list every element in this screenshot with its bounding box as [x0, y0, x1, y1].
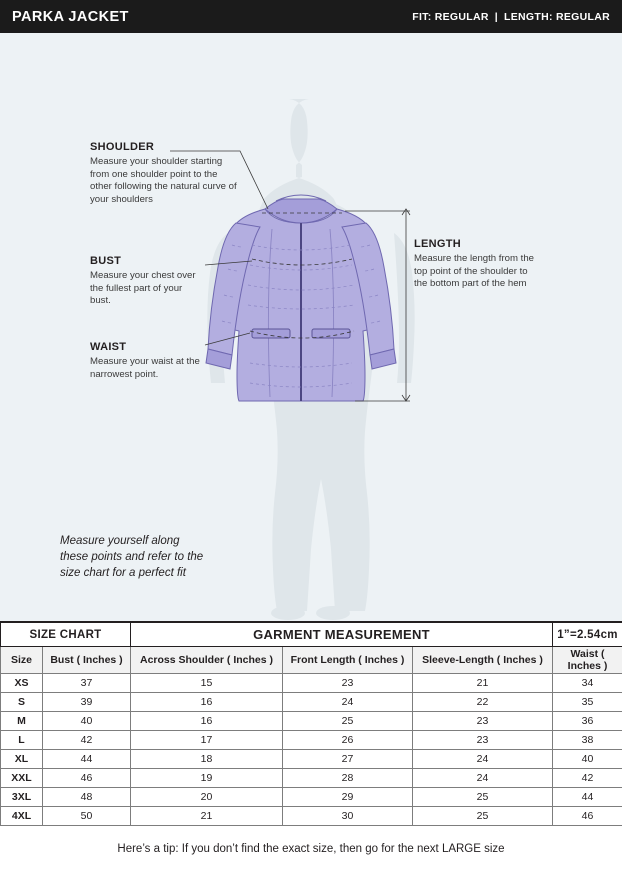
table-header-row [1, 647, 622, 674]
table-title-right: 1”=2.54cm [553, 623, 622, 647]
callout-length-title: LENGTH [414, 238, 462, 250]
cell-front-length: 27 [283, 750, 413, 769]
cell-across-shoulder: 19 [131, 769, 283, 788]
cell-front-length: 24 [283, 693, 413, 712]
cell-waist: 35 [553, 693, 622, 712]
cell-waist: 44 [553, 788, 622, 807]
cell-size: L [1, 731, 43, 750]
cell-size: S [1, 693, 43, 712]
cell-size: 4XL [1, 807, 43, 826]
cell-bust: 50 [43, 807, 131, 826]
callout-waist-body: Measure your waist at the narrowest point. [90, 356, 200, 380]
cell-sleeve-length: 24 [413, 750, 553, 769]
cell-size: 3XL [1, 788, 43, 807]
cell-across-shoulder: 16 [131, 693, 283, 712]
table-row [1, 769, 622, 788]
column-header-sleeve-length: Sleeve-Length ( Inches ) [413, 647, 553, 674]
cell-sleeve-length: 24 [413, 769, 553, 788]
callout-shoulder-title: SHOULDER [90, 141, 155, 153]
cell-bust: 37 [43, 674, 131, 693]
measure-instruction-note: Measure yourself along these points and refer to the size chart for a perfect fit [60, 535, 204, 579]
column-header-across-shoulder: Across Shoulder ( Inches ) [131, 647, 283, 674]
cell-sleeve-length: 22 [413, 693, 553, 712]
illustration-panel [0, 33, 622, 621]
cell-sleeve-length: 23 [413, 712, 553, 731]
cell-bust: 39 [43, 693, 131, 712]
cell-front-length: 26 [283, 731, 413, 750]
cell-across-shoulder: 16 [131, 712, 283, 731]
callout-waist [90, 341, 202, 381]
table-row [1, 712, 622, 731]
page-title: PARKA JACKET [12, 8, 129, 25]
header-separator: | [494, 10, 498, 23]
table-row [1, 807, 622, 826]
cell-waist: 40 [553, 750, 622, 769]
cell-bust: 44 [43, 750, 131, 769]
callout-bust-title: BUST [90, 255, 122, 267]
cell-across-shoulder: 18 [131, 750, 283, 769]
cell-bust: 48 [43, 788, 131, 807]
header-meta [412, 11, 610, 23]
table-row [1, 788, 622, 807]
table-row [1, 731, 622, 750]
length-label: LENGTH: REGULAR [504, 10, 610, 23]
footer-tip: Here’s a tip: If you don’t find the exact size, then go for the next LARGE size [0, 826, 622, 872]
cell-waist: 38 [553, 731, 622, 750]
cell-front-length: 23 [283, 674, 413, 693]
callout-shoulder-body: Measure your shoulder starting from one shoulder point to the other following the natural curve of your shoulders [90, 156, 237, 205]
callout-bust-body: Measure your chest over the fullest part of your bust. [90, 270, 196, 307]
cell-size: M [1, 712, 43, 731]
table-title-row [1, 623, 622, 647]
callout-length-body: Measure the length from the top point of the shoulder to the bottom part of the hem [414, 253, 534, 290]
cell-waist: 46 [553, 807, 622, 826]
fit-label: FIT: REGULAR [412, 10, 489, 23]
callout-shoulder [90, 141, 238, 206]
cell-across-shoulder: 20 [131, 788, 283, 807]
callout-bust [90, 255, 202, 308]
cell-sleeve-length: 25 [413, 788, 553, 807]
callout-length [414, 238, 542, 291]
cell-front-length: 25 [283, 712, 413, 731]
table-title-left: SIZE CHART [1, 623, 131, 647]
cell-sleeve-length: 21 [413, 674, 553, 693]
cell-across-shoulder: 17 [131, 731, 283, 750]
cell-front-length: 29 [283, 788, 413, 807]
cell-size: XS [1, 674, 43, 693]
column-header-size: Size [1, 647, 43, 674]
cell-across-shoulder: 21 [131, 807, 283, 826]
size-chart-table [0, 622, 622, 826]
cell-sleeve-length: 25 [413, 807, 553, 826]
cell-bust: 46 [43, 769, 131, 788]
cell-bust: 40 [43, 712, 131, 731]
cell-across-shoulder: 15 [131, 674, 283, 693]
cell-size: XXL [1, 769, 43, 788]
cell-front-length: 30 [283, 807, 413, 826]
cell-front-length: 28 [283, 769, 413, 788]
cell-size: XL [1, 750, 43, 769]
table-row [1, 674, 622, 693]
cell-bust: 42 [43, 731, 131, 750]
cell-waist: 36 [553, 712, 622, 731]
column-header-bust: Bust ( Inches ) [43, 647, 131, 674]
callout-waist-title: WAIST [90, 341, 127, 353]
column-header-waist: Waist ( Inches ) [553, 647, 622, 674]
cell-sleeve-length: 23 [413, 731, 553, 750]
page-header [0, 0, 622, 33]
cell-waist: 34 [553, 674, 622, 693]
table-row [1, 693, 622, 712]
cell-waist: 42 [553, 769, 622, 788]
table-row [1, 750, 622, 769]
table-title-center: GARMENT MEASUREMENT [131, 623, 553, 647]
column-header-front-length: Front Length ( Inches ) [283, 647, 413, 674]
size-chart-section [0, 621, 622, 826]
